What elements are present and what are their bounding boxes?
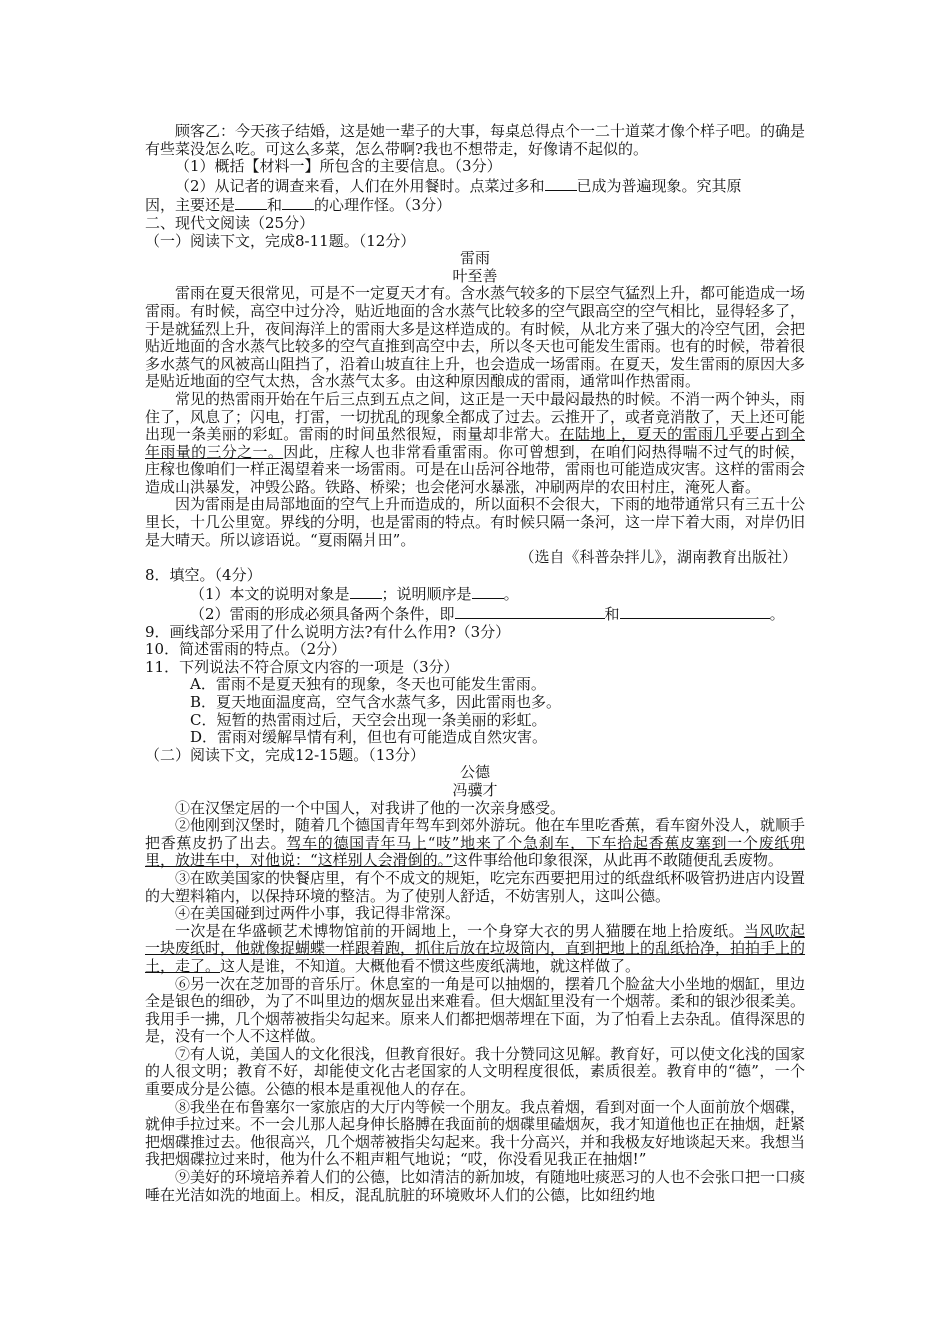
answer-blank[interactable]	[455, 604, 605, 619]
subsection-heading-1: （一）阅读下文，完成8-11题。（12分）	[145, 231, 416, 250]
answer-blank[interactable]	[350, 584, 382, 599]
question-1: （1）概括【材料一】所包含的主要信息。（3分）	[175, 157, 502, 176]
subsection-heading-2: （二）阅读下文，完成12-15题。（13分）	[145, 745, 425, 764]
article-paragraph: ⑧我坐在布鲁塞尔一家旅店的大厅内等候一个朋友。我点着烟，看到对面一个人面前放个烟碟，就伸手拉过来。不一会儿那人起身伸长胳膊在我面前的烟碟里磕烟灰，我才知道他也正在抽烟，赶紧把烟碟推过去。他很高兴，几个烟蒂被指尖勾起来。我十分高兴，并和我极友好地谈起天来。我想当我把烟碟拉过来时，他为什么不粗声粗气地说；“哎，你没看见我正在抽烟!”	[145, 1097, 806, 1169]
underlined-sentence: 当风吹起一块废纸时，他就像捉蝴蝶一样跟着跑，抓住后放在垃圾筒内，直到把地上的乱纸拾净，拍拍手上的土，走了。	[145, 921, 806, 975]
article-paragraph: 常见的热雷雨开始在午后三点到五点之间，这正是一天中最闷最热的时候。不消一两个钟头，雨住了，风息了；闪电，打雷，一切扰乱的现象全都成了过去。云推开了，或者竟消散了，天上还可能出现一条美丽的彩虹。雷雨的时间虽然很短，雨量却非常大。在陆地上，夏天的雷雨几乎要占到全年雨量的三分之一。因此，庄稼人也非常看重雷雨。你可曾想到，在咱们闷热得喘不过气的时候，庄稼也像咱们一样正渴望着来一场雷雨。可是在山岳河谷地带，雷雨也可能造成灾害。这样的雷雨会造成山洪暴发，冲毁公路。铁路、桥梁；也会佬河水暴涨，冲刷两岸的农田村庄，淹死人畜。	[145, 389, 806, 496]
answer-blank[interactable]	[620, 604, 770, 619]
document-page	[145, 123, 805, 1204]
section-heading: 二、现代文阅读（25分）	[145, 213, 315, 232]
article-paragraph: ⑥另一次在芝加哥的音乐厅。休息室的一角是可以抽烟的，摆着几个脸盆大小坐地的烟缸，里边全是银色的细砂，为了不叫里边的烟灰显出来难看。但大烟缸里没有一个烟蒂。柔和的银沙很柔美。我用手一拂，几个烟蒂被指尖勾起来。原来人们都把烟蒂埋在下面，为了怕看上去杂乱。值得深思的是，没有一个人不这样做。	[145, 974, 806, 1046]
answer-blank[interactable]	[545, 176, 577, 191]
option-d: D．雷雨对缓解旱情有利，但也有可能造成自然灾害。	[190, 728, 548, 747]
article-paragraph: ②他刚到汉堡时，随着几个德国青年驾车到郊外游玩。他在车里吃香蕉，看车窗外没人，就顺手把香蕉皮扔了出去。驾车的德国青年马上“吱”地来了个急刹车，下车拾起香蕉皮塞到一个废纸兜里，放进车中，对他说：“这样别人会滑倒的。”这件事给他印象很深，从此再不敢随便乱丢废物。	[145, 816, 806, 870]
article-paragraph: 雷雨在夏天很常见，可是不一定夏天才有。含水蒸气较多的下层空气猛烈上升，都可能造成一场雷雨。有时候，高空中过分冷，贴近地面的含水蒸气比较多的空气跟高空的空气相比，显得轻多了，于是就猛烈上升，夜间海洋上的雷雨大多是这样造成的。有时候，从北方来了强大的冷空气团，会把贴近地面的含水蒸气比较多的空气直推到高空中去，所以冬天也可能发生雷雨。也有的时候，带着很多水蒸气的风被高山阻挡了，沿着山坡直往上升，也会造成一场雷雨。在夏天，发生雷雨的原因大多是贴近地面的空气太热，含水蒸气太多。由这种原因酿成的雷雨，通常叫作热雷雨。	[145, 284, 806, 391]
question-9: 9．画线部分采用了什么说明方法?有什么作用?（3分）	[145, 622, 511, 641]
article-paragraph: ⑨美好的环境培养着人们的公德，比如清洁的新加坡，有随地吐痰恶习的人也不会张口把一口痰唾在光洁如洗的地面上。相反，混乱肮脏的环境败坏人们的公德，比如纽约地	[145, 1168, 806, 1204]
question-2-line2: 因，主要还是 和 的心理作怪。（3分）	[145, 196, 452, 215]
underlined-sentence: 在陆地上，夏天的雷雨几乎要占到全年雨量的三分之一。	[145, 425, 805, 461]
article-author: 冯骥才	[452, 780, 498, 799]
question-11: 11．下列说法不符合原文内容的一项是（3分）	[145, 657, 459, 676]
question-8: 8．填空。（4分）	[145, 565, 262, 584]
question-10: 10．简述雷雨的特点。（2分）	[145, 640, 347, 659]
option-c: C．短暂的热雷雨过后，天空会出现一条美丽的彩虹。	[190, 710, 547, 729]
article-paragraph: ①在汉堡定居的一个中国人，对我讲了他的一次亲身感受。	[175, 798, 566, 817]
article-paragraph: 因为雷雨是由局部地面的空气上升而造成的，所以面积不会很大，下雨的地带通常只有三五十公里长，十几公里宽。界线的分明，也是雷雨的特点。有时候只隔一条河，这一岸下着大雨，对岸仍旧是大晴天。所以谚语说。“夏雨隔爿田”。	[145, 495, 806, 549]
article-paragraph: ⑦有人说，美国人的文化很浅，但教育很好。我十分赞同这见解。教育好，可以使文化浅的国家的人很文明；教育不好，却能使文化古老国家的人文明程度很低，素质很差。教育申的“德”，一个重要成分是公德。公德的根本是重视他人的存在。	[145, 1044, 806, 1099]
answer-blank[interactable]	[472, 584, 504, 599]
answer-blank[interactable]	[235, 195, 267, 210]
question-2-line1: （2）从记者的调查来看，人们在外用餐时。点菜过多和 已成为普遍现象。究其原	[175, 176, 742, 195]
underlined-sentence: 驾车的德国青年马上“吱”地来了个急刹车，下车拾起香蕉皮塞到一个废纸兜里，放进车中，对他说：“这样别人会滑倒的。”	[145, 833, 805, 870]
article-paragraph: ④在美国碰到过两件小事，我记得非常深。	[175, 904, 461, 923]
answer-blank[interactable]	[282, 195, 314, 210]
article-paragraph: ③在欧美国家的快餐店里，有个不成文的规矩，吃完东西要把用过的纸盘纸杯吸管扔进店内设置的大塑料箱内，以保持环境的整洁。为了使别人舒适，不妨害别人，这叫公德。	[145, 868, 806, 905]
question-8-1: （1）本文的说明对象是 ；说明顺序是 。	[190, 585, 519, 604]
article-paragraph: 一次是在华盛顿艺术博物馆前的开阔地上，一个身穿大衣的男人猫腰在地上拾废纸。当风吹起一块废纸时，他就像捉蝴蝶一样跟着跑，抓住后放在垃圾筒内，直到把地上的乱纸拾净，拍拍手上的土，走了。这人是谁，不知道。大概他看不惯这些废纸满地，就这样做了。	[145, 921, 806, 975]
article-source: （选自《科普杂拌儿》，湖南教育出版社）	[519, 548, 797, 567]
article-author: 叶至善	[452, 266, 498, 285]
customer-dialog: 顾客乙：今天孩子结婚，这是她一辈子的大事，每桌总得点个一二十道菜才像个样子吧。的确是有些菜没怎么吃。可这么多菜，怎么带啊?我也不想带走，好像请不起似的。	[145, 122, 806, 158]
question-8-2: （2）雷雨的形成必须具备两个条件，即 和 。	[190, 605, 785, 624]
option-a: A．雷雨不是夏天独有的现象，冬天也可能发生雷雨。	[190, 675, 546, 694]
article-title: 雷雨	[459, 249, 490, 268]
article-title: 公德	[459, 763, 490, 782]
option-b: B．夏天地面温度高，空气含水蒸气多，因此雷雨也多。	[190, 693, 562, 711]
